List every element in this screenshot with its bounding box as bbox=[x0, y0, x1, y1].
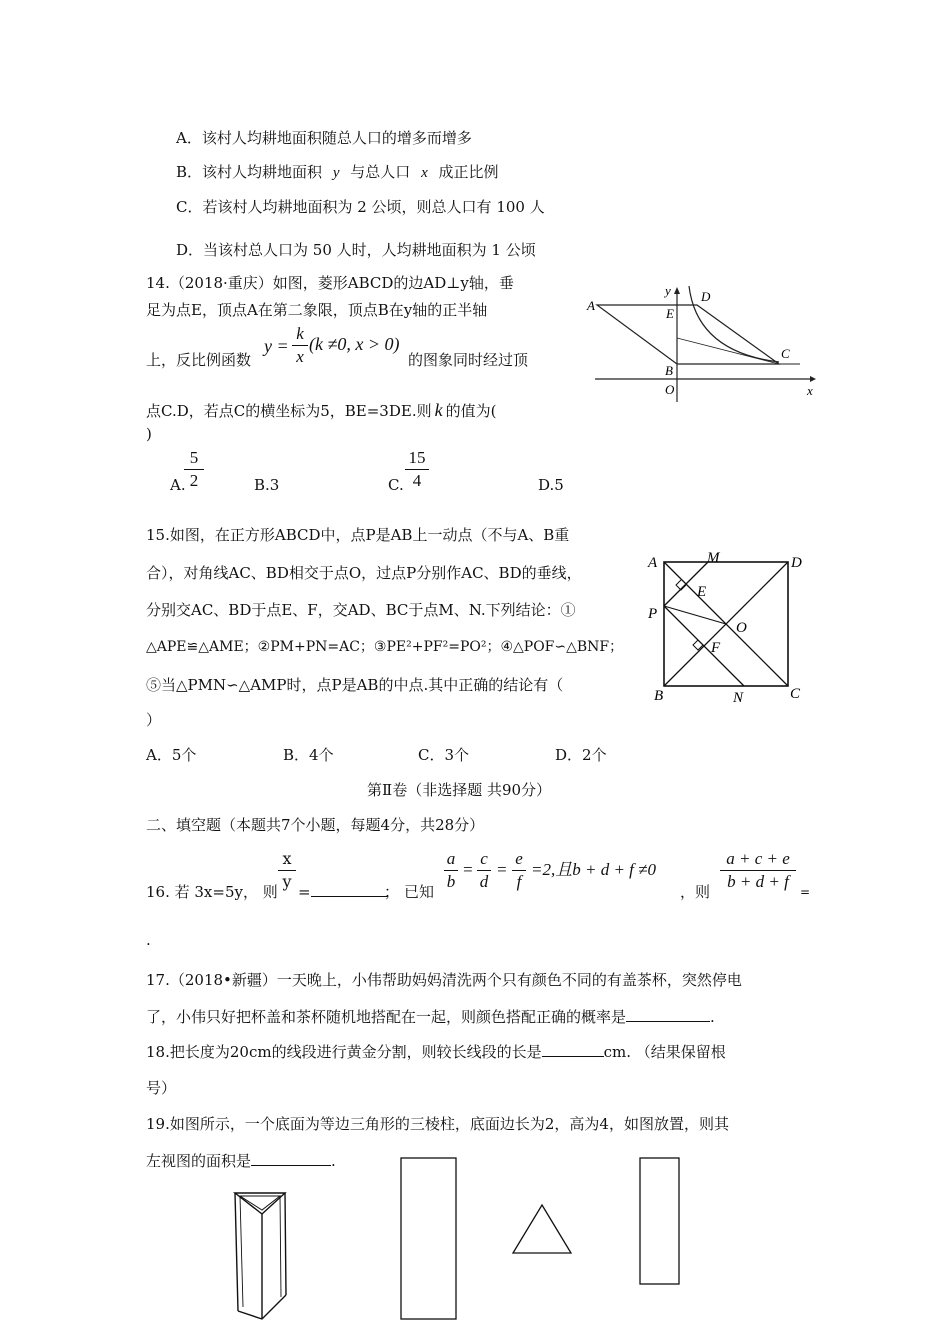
q14-formula-den: x bbox=[296, 347, 304, 366]
q16-blank1 bbox=[298, 882, 387, 902]
label-b: B bbox=[654, 688, 664, 704]
q16-frac-a-den: b bbox=[446, 872, 456, 891]
fraction-bar bbox=[184, 469, 204, 470]
q16-frac-a bbox=[444, 849, 458, 892]
q16-frac1 bbox=[278, 849, 296, 892]
label-d: D bbox=[701, 289, 711, 304]
q17-line2 bbox=[146, 1007, 715, 1027]
q16-frac-big-den: b + d + f bbox=[727, 872, 789, 891]
q14-line4-post: 的值为( bbox=[445, 402, 497, 420]
q14-option-a-fraction bbox=[184, 448, 204, 491]
fraction-bar bbox=[720, 870, 796, 871]
label-e: E bbox=[697, 584, 707, 600]
q14-formula-num: k bbox=[296, 324, 304, 343]
q19-line2-post: . bbox=[331, 1152, 336, 1170]
q14-option-a-num: 5 bbox=[189, 448, 199, 467]
q17-line2-pre: 了，小伟只好把杯盖和茶杯随机地搭配在一起，则颜色搭配正确的概率是 bbox=[146, 1008, 627, 1026]
q14-line4 bbox=[146, 400, 496, 421]
q16-eq-end: = bbox=[800, 885, 811, 899]
q15-line5: ⑤当△PMN∽△AMP时，点P是AB的中点.其中正确的结论有（ bbox=[146, 676, 564, 694]
q15-line3: 分别交AC、BD于点E、F，交AD、BC于点M、N.下列结论：① bbox=[146, 601, 576, 619]
q17-line2-post: . bbox=[710, 1008, 715, 1026]
label-a: A bbox=[587, 298, 595, 313]
q16-frac-a-num: a bbox=[446, 849, 456, 868]
q18-line1-pre: 18.把长度为20cm的线段进行黄金分割，则较长线段的长是 bbox=[146, 1043, 542, 1061]
q16-eq1: = bbox=[462, 860, 474, 879]
q16-frac-c-den: d bbox=[479, 872, 489, 891]
q16-frac-e-den: f bbox=[516, 872, 522, 891]
fraction-bar bbox=[292, 345, 308, 346]
q13-option-c: C．若该村人均耕地面积为 2 公顷，则总人口有 100 人 bbox=[176, 198, 545, 216]
q16-known: 已知 bbox=[404, 883, 435, 901]
q14-option-d: D.5 bbox=[538, 476, 564, 494]
q14-line3-pre: 上，反比例函数 bbox=[146, 351, 252, 369]
q13-option-b bbox=[176, 162, 499, 183]
q16-answer-blank-1 bbox=[311, 896, 387, 897]
q15-line4: △APE≌△AME；②PM+PN=AC；③PE²+PF²=PO²；④△POF∽△BNF； bbox=[146, 639, 624, 655]
q16-frac-big bbox=[720, 849, 796, 892]
section2-title: 二、填空题（本题共7个小题，每题4分，共28分） bbox=[146, 816, 485, 834]
q16-frac-big-num: a + c + e bbox=[726, 849, 790, 868]
q14-formula-y: y = bbox=[264, 336, 289, 356]
q14-option-a-den: 2 bbox=[189, 471, 199, 490]
q18-line1 bbox=[146, 1042, 726, 1062]
label-d: D bbox=[791, 555, 802, 571]
fraction-bar bbox=[444, 870, 458, 871]
fraction-bar bbox=[512, 870, 526, 871]
q13-option-b-pre: B．该村人均耕地面积 bbox=[176, 163, 323, 181]
q14-option-a-label: A. bbox=[170, 476, 186, 494]
q14-option-c-label: C. bbox=[388, 476, 404, 494]
q17-answer-blank bbox=[626, 1021, 710, 1022]
label-c: C bbox=[790, 686, 801, 702]
label-x: x bbox=[807, 383, 813, 398]
q14-option-c-num: 15 bbox=[408, 448, 426, 467]
q13-option-b-post: 成正比例 bbox=[438, 163, 499, 181]
q14-formula-cond: (k ≠0, x > 0) bbox=[309, 334, 400, 354]
q16-dot: . bbox=[146, 931, 151, 949]
q19-figures bbox=[0, 1150, 950, 1340]
q14-line1: 14.（2018·重庆）如图，菱形ABCD的边AD⊥y轴，垂 bbox=[146, 274, 514, 292]
q14-line3-post: 的图象同时经过顶 bbox=[408, 351, 529, 369]
q14-option-b: B.3 bbox=[254, 476, 280, 494]
q14-figure bbox=[585, 282, 820, 407]
q13-option-b-x: x bbox=[421, 165, 428, 181]
label-m: M bbox=[707, 550, 720, 566]
q14-option-c-fraction bbox=[405, 448, 429, 491]
narrow-rectangle-view bbox=[640, 1158, 679, 1284]
q16-semicolon: ； bbox=[384, 883, 400, 901]
q14-formula-fraction bbox=[292, 324, 308, 367]
label-o: O bbox=[736, 620, 747, 636]
label-a: A bbox=[648, 555, 658, 571]
q18-line1-post: cm. （结果保留根 bbox=[603, 1043, 726, 1061]
q19-line1: 19.如图所示，一个底面为等边三角形的三棱柱，底面边长为2，高为4，如图放置，则其 bbox=[146, 1115, 729, 1133]
label-e: E bbox=[666, 306, 674, 321]
q14-line4-k: k bbox=[434, 400, 443, 420]
q16-frac-c bbox=[477, 849, 491, 892]
q15-option-a: A．5个 bbox=[146, 746, 197, 764]
q16-frac1-den: y bbox=[282, 872, 292, 891]
q15-line6: ） bbox=[146, 711, 162, 729]
label-y: y bbox=[665, 283, 671, 298]
q13-option-d: D．当该村总人口为 50 人时，人均耕地面积为 1 公顷 bbox=[176, 241, 536, 259]
q16-pre: 16. 若 3x=5y， 则 bbox=[146, 883, 278, 901]
q13-option-b-mid: 与总人口 bbox=[350, 163, 411, 181]
q14-line5: ) bbox=[146, 425, 152, 443]
q15-line2: 合），对角线AC、BD相交于点O，过点P分别作AC、BD的垂线， bbox=[146, 564, 582, 582]
fraction-bar bbox=[278, 870, 296, 871]
label-p: P bbox=[648, 606, 658, 622]
q18-line2: 号） bbox=[146, 1079, 177, 1097]
y-axis-arrow bbox=[674, 287, 680, 294]
triangle-view bbox=[513, 1205, 571, 1253]
q14-option-c-den: 4 bbox=[412, 471, 422, 490]
rhombus-abcd bbox=[597, 305, 779, 364]
q17-line1: 17.（2018•新疆）一天晚上，小伟帮助妈妈清洗两个只有颜色不同的有盖茶杯，突然停电 bbox=[146, 971, 742, 989]
q16-frac-e-num: e bbox=[515, 849, 523, 868]
q18-answer-blank bbox=[542, 1056, 604, 1057]
q15-option-d: D．2个 bbox=[555, 746, 607, 764]
q15-option-b: B．4个 bbox=[283, 746, 334, 764]
part2-title: 第Ⅱ卷（非选择题 共90分） bbox=[367, 781, 552, 799]
line-ec bbox=[677, 338, 779, 364]
q16-eq2: = bbox=[496, 860, 508, 879]
label-n: N bbox=[733, 690, 744, 706]
fraction-bar bbox=[477, 870, 491, 871]
q16-then: ，则 bbox=[680, 883, 711, 901]
q16-eq: = bbox=[298, 883, 311, 901]
q16-frac-c-num: c bbox=[480, 849, 488, 868]
q16-cond: =2,且b + d + f ≠0 bbox=[531, 860, 656, 879]
q16-frac-e bbox=[512, 849, 526, 892]
q14-line4-pre: 点C.D，若点C的横坐标为5，BE=3DE.则 bbox=[146, 402, 432, 420]
triangular-prism bbox=[235, 1193, 286, 1319]
label-c: C bbox=[781, 346, 790, 361]
x-axis-arrow bbox=[810, 376, 816, 382]
label-b: B bbox=[665, 363, 673, 378]
q19-line2-pre: 左视图的面积是 bbox=[146, 1152, 252, 1170]
q13-option-b-y: y bbox=[332, 165, 340, 181]
fraction-bar bbox=[405, 469, 429, 470]
q15-option-c: C．3个 bbox=[418, 746, 470, 764]
q16-frac1-num: x bbox=[282, 849, 292, 868]
label-f: F bbox=[711, 640, 721, 656]
q15-line1: 15.如图，在正方形ABCD中，点P是AB上一动点（不与A、B重 bbox=[146, 526, 570, 544]
q14-line2: 足为点E，顶点A在第二象限，顶点B在y轴的正半轴 bbox=[146, 301, 488, 319]
q15-figure bbox=[640, 548, 820, 710]
label-o: O bbox=[665, 382, 675, 397]
wide-rectangle-view bbox=[401, 1158, 456, 1319]
q13-option-a: A．该村人均耕地面积随总人口的增多而增多 bbox=[176, 129, 472, 147]
